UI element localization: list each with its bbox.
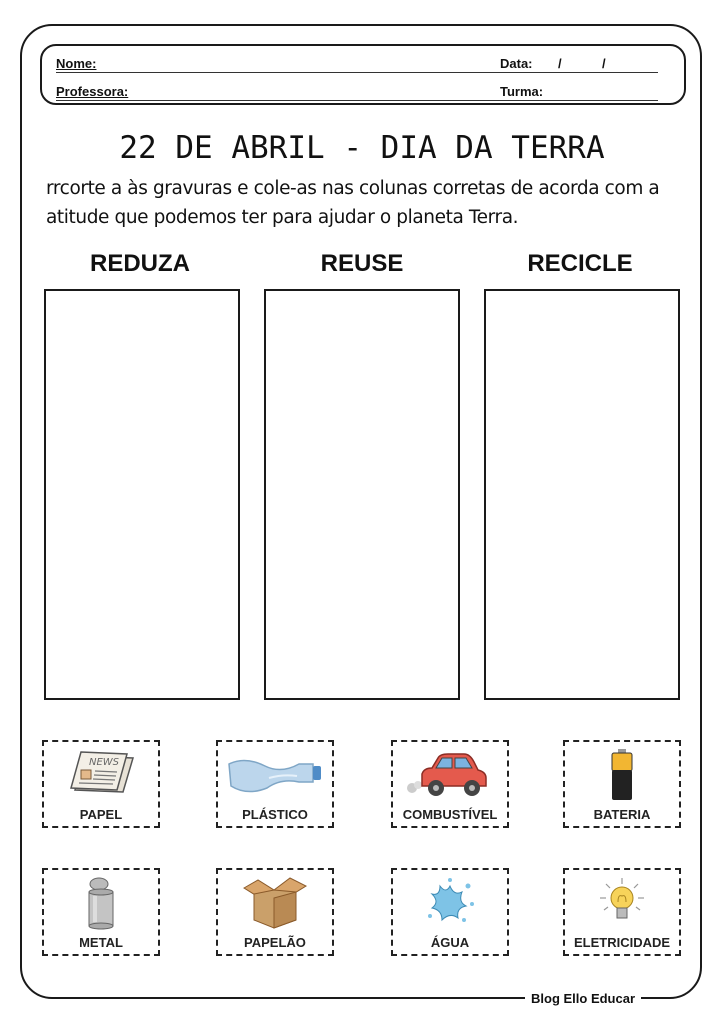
- card-cardboard[interactable]: [216, 868, 334, 956]
- column-heading-reuse: REUSE: [320, 250, 404, 277]
- newspaper-icon: [44, 748, 158, 802]
- drop-column-reuse[interactable]: [264, 289, 460, 700]
- card-label: BATERIA: [593, 807, 651, 822]
- car-icon: [393, 748, 507, 802]
- teacher-label: Professora:: [56, 84, 129, 99]
- class-label: Turma:: [500, 84, 544, 99]
- date-separator-2: /: [602, 56, 606, 71]
- card-electricity[interactable]: [563, 868, 681, 956]
- date-label: Data:: [500, 56, 533, 71]
- svg-text:NEWS: NEWS: [89, 757, 120, 768]
- tin-can-icon: [44, 876, 158, 930]
- teacher-class-row: [56, 78, 658, 101]
- date-separator-1: /: [558, 56, 562, 71]
- drop-column-reduce[interactable]: [44, 289, 240, 700]
- column-heading-recycle: RECICLE: [527, 250, 633, 277]
- name-date-row: [56, 50, 658, 73]
- student-info-box: [40, 44, 686, 105]
- card-label: PAPEL: [79, 807, 123, 822]
- cardboard-box-icon: [218, 876, 332, 930]
- page-title: 22 DE ABRIL - DIA DA TERRA: [119, 130, 605, 166]
- water-splash-icon: [393, 876, 507, 930]
- card-metal[interactable]: [42, 868, 160, 956]
- card-fuel[interactable]: [391, 740, 509, 828]
- name-label: Nome:: [56, 56, 97, 71]
- light-bulb-icon: [565, 876, 679, 930]
- card-label: COMBUSTÍVEL: [402, 807, 498, 822]
- card-battery[interactable]: [563, 740, 681, 828]
- column-heading-reduce: REDUZA: [90, 250, 190, 277]
- card-label: METAL: [79, 935, 123, 950]
- card-label: PLÁSTICO: [242, 807, 308, 822]
- battery-icon: [565, 748, 679, 802]
- card-label: PAPELÃO: [244, 935, 306, 950]
- card-label: ELETRICIDADE: [573, 935, 671, 950]
- card-paper[interactable]: [42, 740, 160, 828]
- footer-credit: Blog Ello Educar: [525, 988, 641, 1010]
- instructions: rrcorte a às gravuras e cole-as nas colunas corretas de acorda com a atitude que podemos ter para ajudar o planeta Terra.: [46, 178, 660, 228]
- card-label: ÁGUA: [430, 935, 470, 950]
- card-plastic[interactable]: [216, 740, 334, 828]
- plastic-bottle-icon: [218, 748, 332, 802]
- drop-column-recycle[interactable]: [484, 289, 680, 700]
- card-water[interactable]: [391, 868, 509, 956]
